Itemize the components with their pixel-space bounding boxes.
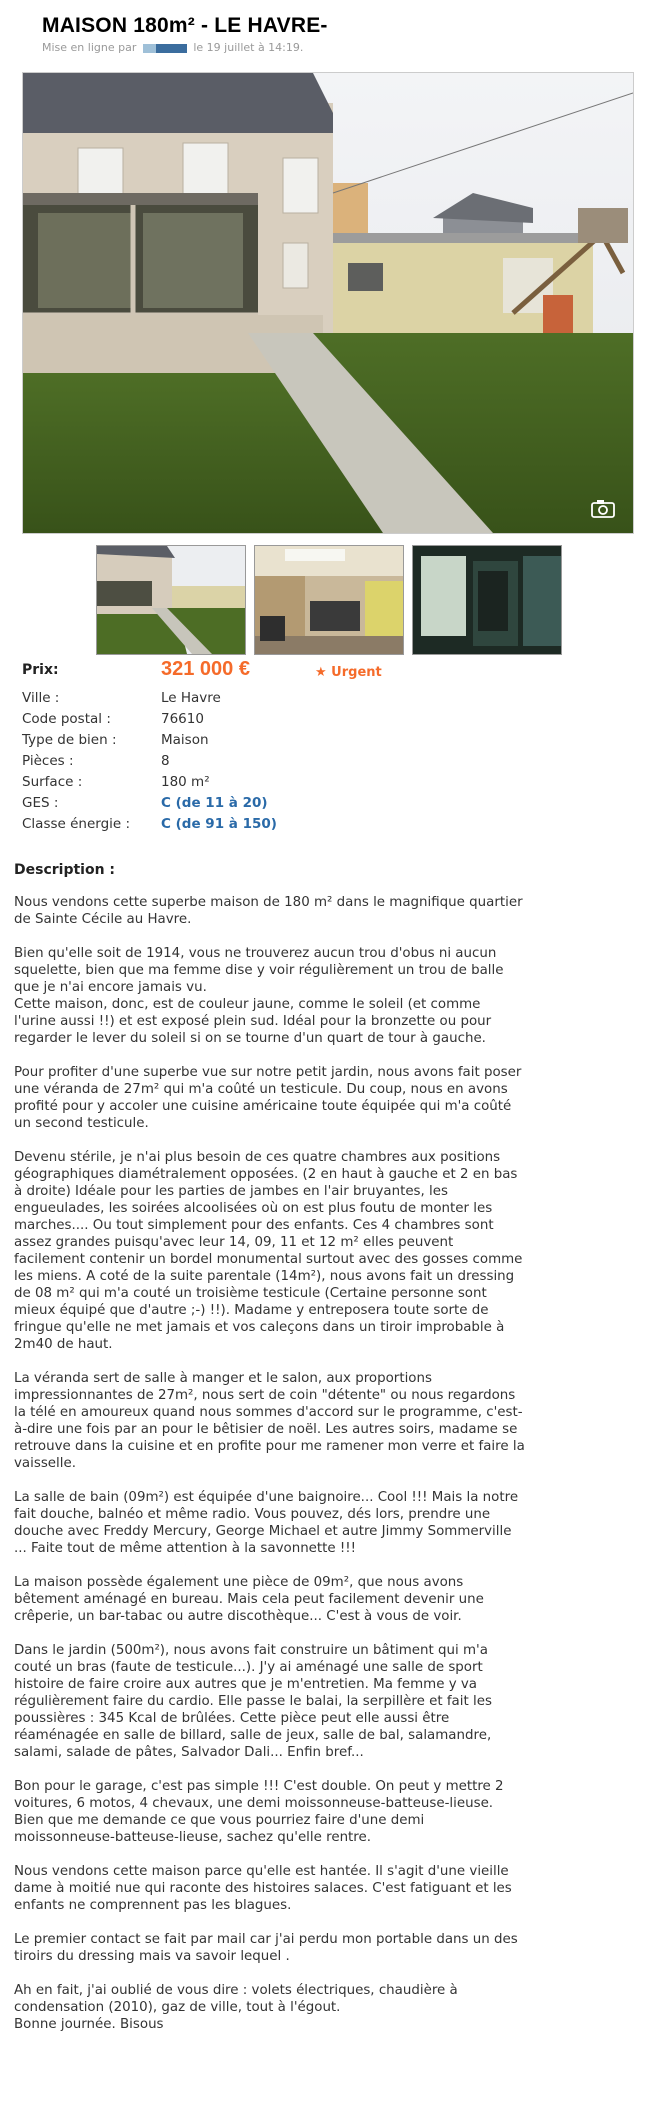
criteria-label: Classe énergie : xyxy=(22,816,131,832)
posted-date: le 19 juillet à 14:19. xyxy=(193,41,304,54)
ges-link[interactable]: C (de 11 à 20) xyxy=(161,795,268,811)
criteria-value: 8 xyxy=(161,753,170,769)
criteria-value: 76610 xyxy=(161,711,204,727)
criteria-label: Ville : xyxy=(22,690,60,706)
description-label: Description : xyxy=(14,862,116,878)
criteria-value: Le Havre xyxy=(161,690,221,706)
description-paragraph: La véranda sert de salle à manger et le salon, aux proportions impressionnantes de 27m², nous sert de coin "détente" ou nous regardons la télé en amoureux quand nous sommes d'accord sur le programme, c'est-à-dire une fois par an pour le bêtisier de noël. Les autres soirs, madame se retrouve dans la cuisine et en profite pour me ramener mon verre et faire la vaisselle. xyxy=(14,1371,525,1471)
description-paragraph: Pour profiter d'une superbe vue sur notre petit jardin, nous avons fait poser une véranda de 27m² qui m'a coûté un testicule. Du coup, nous en avons profité pour y accoler une cuisine américaine toute équipée qui m'a coûté un second testicule. xyxy=(14,1065,522,1131)
ad-title: MAISON 180m² - LE HAVRE- xyxy=(42,14,328,37)
price-label: Prix: xyxy=(22,662,59,678)
criteria-label: Pièces : xyxy=(22,753,74,769)
description-paragraph: Nous vendons cette maison parce qu'elle est hantée. Il s'agit d'une vieille dame à moitié nue qui raconte des histoires salaces. C'est fatiguant et les enfants ne comprennent pas les blagues. xyxy=(14,1864,512,1913)
thumbnail-2[interactable] xyxy=(254,545,404,655)
description-paragraph: La salle de bain (09m²) est équipée d'une baignoire... Cool !!! Mais la notre fait douche, balnéo et même radio. Vous pouvez, dés lors, prendre une douche avec Freddy Mercury, George Michael et autre Jimmy Sommerville ... Faite tout de même attention à la savonnette !!! xyxy=(14,1490,519,1556)
description-paragraph: Le premier contact se fait par mail car j'ai perdu mon portable dans un des tiroirs du dressing mais va savoir lequel . xyxy=(14,1932,518,1964)
main-photo[interactable] xyxy=(22,72,634,534)
description-paragraph: Bon pour le garage, c'est pas simple !!! C'est double. On peut y mettre 2 voitures, 6 motos, 4 chevaux, une demi moissonneuse-batteuse-lieuse. Bien que me demande ce que vous pourriez faire d'une demi moissonneuse-batteuse-lieuse, sachez qu'elle rentre. xyxy=(14,1779,504,1845)
thumbnail-1[interactable] xyxy=(96,545,246,655)
description-paragraph: Devenu stérile, je n'ai plus besoin de ces quatre chambres aux positions géographiques diamétralement opposées. (2 en haut à gauche et 2 en bas à droite) Idéale pour les parties de jambes en l'air bruyantes, les engueulades, les soirées alcoolisées où on est plus foutu de monter les marches.... Ou tout simplement pour des enfants. Ces 4 chambres sont assez grandes puisqu'avec leur 14, 09, 11 et 12 m² elles peuvent facilement contenir un bordel monumental surtout avec des gosses comme les miens. A coté de la suite parentale (14m²), nous avons fait un dressing de 08 m² qui m'a couté un troisième testicule (Certaine personne sont mieux équipé que d'autre ;-) !!). Madame y entreposera toute sorte de fringue qu'elle ne met jamais et vos caleçons dans un tiroir improbable à 2m40 de haut. xyxy=(14,1150,523,1352)
criteria-value: Maison xyxy=(161,732,209,748)
description-paragraph: Bien qu'elle soit de 1914, vous ne trouverez aucun trou d'obus ni aucun squelette, bien que ma femme dise y voir régulièrement un trou de balle que je n'ai encore jamais vu. Cette maison, donc, est de couleur jaune, comme le soleil (et comme l'urine aussi !!) et est exposé plein sud. Idéal pour la bronzette ou pour regarder le lever du soleil si on se tourne d'un quart de tour à gauche. xyxy=(14,946,504,1046)
price-value: 321 000 € xyxy=(161,658,250,680)
description-body xyxy=(14,894,526,2050)
posted-prefix: Mise en ligne par xyxy=(42,41,137,54)
description-paragraph: Dans le jardin (500m²), nous avons fait construire un bâtiment qui m'a couté un bras (faute de testicule...). J'y ai aménagé une salle de sport histoire de faire croire aux autres que je m'entretien. Ma femme y va régulièrement faire du cardio. Elle passe le balai, la serpillère et fait les poussières : 345 Kcal de brûlées. Cette pièce peut elle aussi être réaménagée en salle de billard, salle de jeux, salle de bal, salamandre, salami, salade de pâtes, Salvador Dali... Enfin bref... xyxy=(14,1643,492,1760)
poster-logo[interactable] xyxy=(143,44,187,53)
urgent-badge: ★ Urgent xyxy=(315,665,382,680)
criteria-label: Surface : xyxy=(22,774,83,790)
description-paragraph: Ah en fait, j'ai oublié de vous dire : volets électriques, chaudière à condensation (2010), gaz de ville, tout à l'égout. Bonne journée. Bisous xyxy=(14,1983,458,2032)
description-paragraph: Nous vendons cette superbe maison de 180 m² dans le magnifique quartier de Sainte Cécile au Havre. xyxy=(14,895,523,927)
criteria-label: GES : xyxy=(22,795,59,811)
energy-class-link[interactable]: C (de 91 à 150) xyxy=(161,816,277,832)
criteria-label: Code postal : xyxy=(22,711,111,727)
criteria-label: Type de bien : xyxy=(22,732,117,748)
posted-info xyxy=(42,41,303,54)
description-paragraph: La maison possède également une pièce de 09m², que nous avons bêtement aménagé en bureau. Mais cela peut facilement devenir une crêperie, un bar-tabac ou autre discothèque... C'est à vous de voir. xyxy=(14,1575,484,1624)
camera-icon[interactable] xyxy=(589,495,619,519)
thumbnail-3[interactable] xyxy=(412,545,562,655)
criteria-value: 180 m² xyxy=(161,774,210,790)
